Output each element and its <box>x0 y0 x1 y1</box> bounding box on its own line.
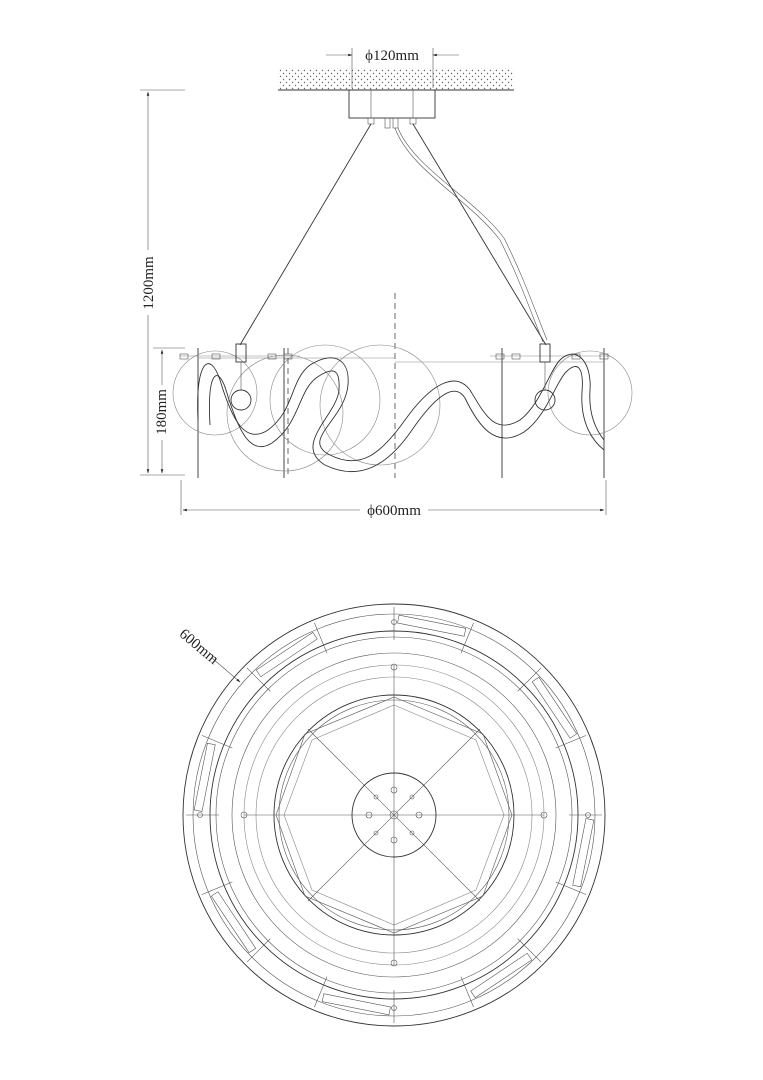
canopy-diameter-label: ϕ120mm <box>365 48 419 64</box>
shade-height-label: 180mm <box>154 389 170 435</box>
canopy <box>349 90 435 128</box>
fixture-elevation <box>173 293 632 478</box>
right-cable <box>413 124 546 345</box>
plan-diameter-label: 600mm <box>175 626 222 668</box>
plan-view <box>176 604 605 1026</box>
power-cord <box>395 128 543 342</box>
plan-diameter-dimension <box>176 626 240 682</box>
diameter-dimension <box>181 480 606 519</box>
ceiling-surface <box>278 68 514 90</box>
elevation-view <box>140 48 632 519</box>
overall-height-label: 1200mm <box>141 256 157 310</box>
overall-diameter-label: ϕ600mm <box>367 503 421 519</box>
shade-height-dimension <box>153 348 185 473</box>
left-cable <box>240 124 371 345</box>
